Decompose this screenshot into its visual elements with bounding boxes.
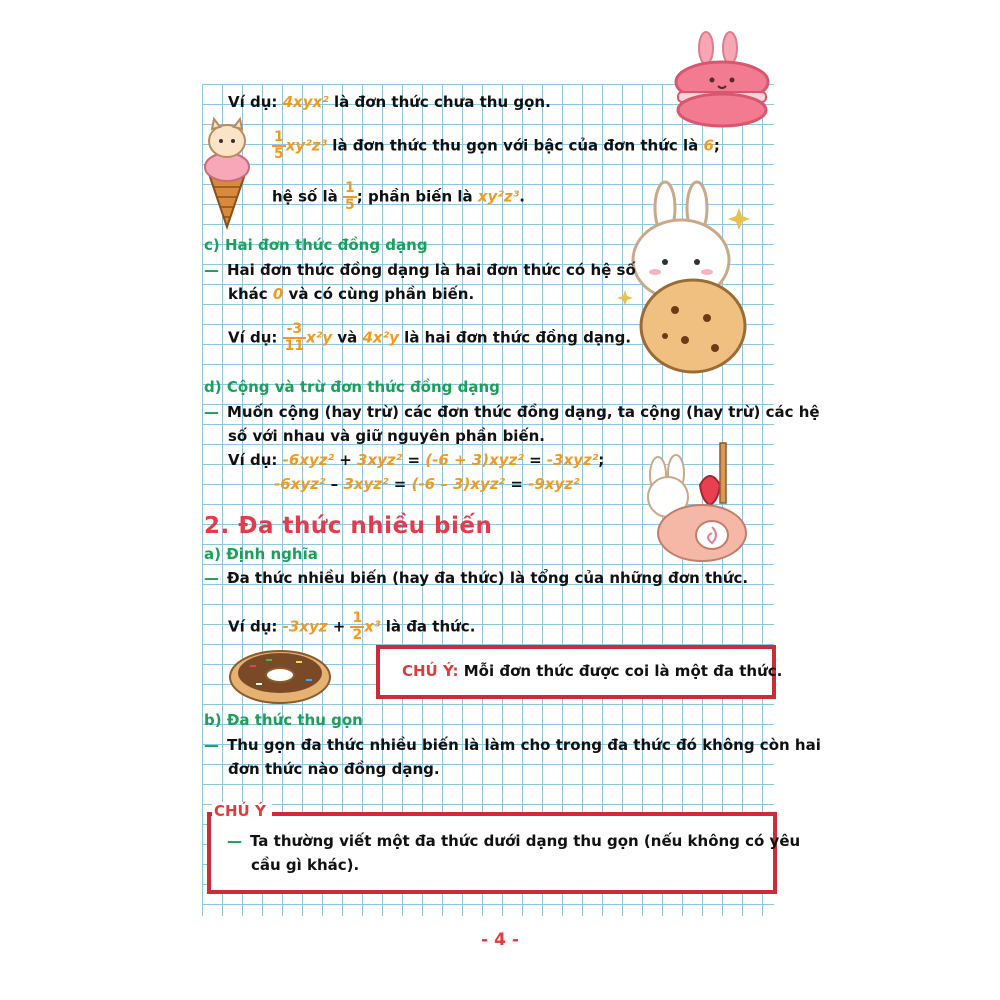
- example-prefix: Ví dụ:: [228, 93, 283, 111]
- d-line-2: số với nhau và giữ nguyên phần biến.: [228, 427, 545, 445]
- ice-cream-icon: [200, 115, 255, 230]
- d-example-2: -6xyz² – 3xyz² = (-6 – 3)xyz² = -9xyz²: [274, 475, 580, 493]
- example-suffix: là đơn thức chưa thu gọn.: [328, 93, 551, 111]
- example-line-1: [228, 93, 551, 111]
- fraction: $\frac{1}{5}$: [274, 129, 284, 162]
- degree-value: 6: [703, 136, 714, 155]
- note-2-line-2: cầu gì khác).: [251, 856, 360, 874]
- bunny-cake-roll-icon: [628, 435, 748, 565]
- a-example: Ví dụ: -3xyz + $\frac{1}{2}$ x³ là đa thức.: [228, 610, 476, 643]
- note-1-text: CHÚ Ý: Mỗi đơn thức được coi là một đa thức.: [402, 662, 783, 680]
- section-2-title: 2. Đa thức nhiều biến: [204, 513, 493, 539]
- note-label: CHÚ Ý:: [402, 662, 464, 680]
- b-line-1: — Thu gọn đa thức nhiều biến là làm cho trong đa thức đó không còn hai: [204, 736, 821, 754]
- d-line-1: — Muốn cộng (hay trừ) các đơn thức đồng dạng, ta cộng (hay trừ) các hệ: [204, 403, 820, 421]
- c-line-2: khác 0 và có cùng phần biến.: [228, 285, 475, 303]
- monomial-expr: 4xyx²: [282, 93, 329, 111]
- variable-part: xy²z³: [477, 187, 520, 206]
- heading-c: c) Hai đơn thức đồng dạng: [204, 236, 428, 254]
- fraction: $\frac{1}{5}$: [345, 180, 355, 213]
- c-example: Ví dụ: $\frac{-3}{11}$ x²y và 4x²y là hai đơn thức đồng dạng.: [228, 321, 632, 354]
- heading-d: d) Cộng và trừ đơn thức đồng dạng: [204, 378, 500, 396]
- note-box-1: [376, 645, 783, 699]
- macaron-icon: [668, 30, 778, 130]
- b-line-2: đơn thức nào đồng dạng.: [228, 760, 440, 778]
- example-text: là đơn thức thu gọn với bậc của đơn thức là: [327, 136, 704, 155]
- a-line-1: — Đa thức nhiều biến (hay đa thức) là tổng của những đơn thức.: [204, 569, 749, 587]
- page-number: - 4 -: [481, 930, 519, 950]
- d-example-1: Ví dụ: -6xyz² + 3xyz² = (-6 + 3)xyz² = -3xyz²;: [228, 451, 605, 469]
- fraction: $\frac{1}{2}$: [352, 610, 363, 643]
- heading-b: b) Đa thức thu gọn: [204, 711, 363, 729]
- fraction: $\frac{-3}{11}$: [284, 321, 305, 354]
- heading-a: a) Định nghĩa: [204, 545, 318, 563]
- monomial-expr: xy²z³: [285, 136, 328, 155]
- example-line-2: $\frac{1}{5}$ xy²z³ là đơn thức thu gọn với bậc của đơn thức là 6;: [274, 129, 720, 162]
- note-box-2: [207, 812, 801, 894]
- note-2-label: CHÚ Ý: [212, 802, 272, 820]
- note-2-line-1: — Ta thường viết một đa thức dưới dạng thu gọn (nếu không có yêu: [227, 832, 801, 850]
- c-line-1: — Hai đơn thức đồng dạng là hai đơn thức có hệ số: [204, 261, 636, 279]
- example-line-3: hệ số là $\frac{1}{5}$ ; phần biến là xy²z³.: [272, 180, 525, 213]
- donut-icon: [226, 645, 334, 707]
- bunny-cookie-icon: [615, 178, 765, 378]
